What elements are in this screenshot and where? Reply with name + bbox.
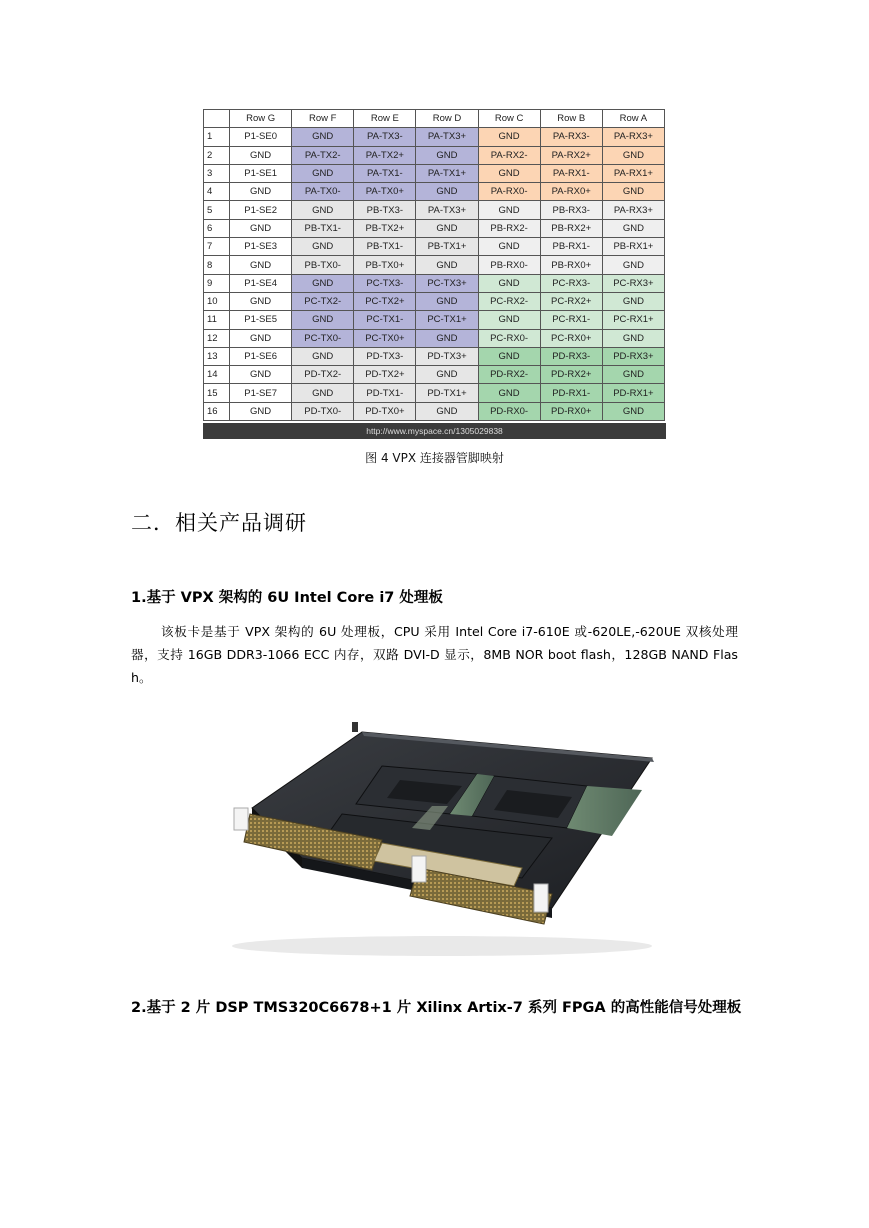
table-cell: P1-SE5: [230, 311, 292, 329]
watermark-text: http://www.myspace.cn/1305029838: [366, 426, 503, 437]
table-cell: P1-SE1: [230, 164, 292, 182]
table-row: [204, 311, 665, 329]
section-heading: 二．相关产品调研: [131, 511, 307, 535]
table-cell: PD-RX2-: [478, 366, 540, 384]
table-cell: GND: [478, 164, 540, 182]
column-header: Row D: [416, 110, 478, 128]
table-cell: GND: [292, 128, 354, 146]
table-cell: PD-TX2+: [354, 366, 416, 384]
table-row: [204, 329, 665, 347]
table-cell: GND: [416, 402, 478, 420]
table-row: [204, 347, 665, 365]
vpx-board-photo: [222, 718, 660, 958]
table-cell: PA-TX1-: [354, 164, 416, 182]
table-cell: PB-RX0+: [540, 256, 602, 274]
table-cell: P1-SE4: [230, 274, 292, 292]
table-cell: GND: [230, 219, 292, 237]
table-cell: P1-SE0: [230, 128, 292, 146]
table-cell: PD-TX0-: [292, 402, 354, 420]
table-cell: PC-TX0+: [354, 329, 416, 347]
table-cell: PD-RX0-: [478, 402, 540, 420]
table-cell: PA-RX1-: [540, 164, 602, 182]
figure-caption: 图 4 VPX 连接器管脚映射: [365, 451, 504, 465]
pin-number-cell: 4: [204, 183, 230, 201]
table-cell: PD-TX0+: [354, 402, 416, 420]
table-cell: GND: [478, 128, 540, 146]
table-cell: GND: [292, 238, 354, 256]
table-cell: PC-TX2+: [354, 292, 416, 310]
table-cell: GND: [292, 164, 354, 182]
table-cell: PC-TX3-: [354, 274, 416, 292]
table-cell: PA-TX3+: [416, 201, 478, 219]
table-cell: PC-TX1-: [354, 311, 416, 329]
pin-number-cell: 5: [204, 201, 230, 219]
table-cell: PC-TX0-: [292, 329, 354, 347]
table-cell: PB-TX1-: [354, 238, 416, 256]
table-row: [204, 292, 665, 310]
product-1-description: 该板卡是基于 VPX 架构的 6U 处理板，CPU 采用 Intel Core i7-610E 或-620LE,-620UE 双核处理器，支持 16GB DDR3-1066 ECC 内存，双路 DVI-D 显示，8MB NOR boot flash，128GB NAND Flash。: [131, 624, 738, 685]
table-cell: PB-RX2-: [478, 219, 540, 237]
table-row: [204, 183, 665, 201]
pin-map-header-row: [204, 110, 665, 128]
table-cell: GND: [416, 329, 478, 347]
column-header: Row G: [230, 110, 292, 128]
watermark-bar: [203, 423, 666, 439]
table-cell: GND: [602, 183, 664, 201]
table-cell: GND: [416, 183, 478, 201]
table-cell: GND: [292, 347, 354, 365]
pin-number-cell: 1: [204, 128, 230, 146]
table-cell: GND: [478, 311, 540, 329]
column-header: Row B: [540, 110, 602, 128]
table-cell: GND: [292, 274, 354, 292]
table-cell: PC-RX3+: [602, 274, 664, 292]
table-cell: PB-TX0+: [354, 256, 416, 274]
table-cell: GND: [416, 146, 478, 164]
product-1-heading: 1.基于 VPX 架构的 6U Intel Core i7 处理板: [131, 590, 443, 606]
table-cell: PA-RX2-: [478, 146, 540, 164]
column-header: Row C: [478, 110, 540, 128]
table-row: [204, 274, 665, 292]
table-cell: PC-RX1-: [540, 311, 602, 329]
table-cell: PA-TX0+: [354, 183, 416, 201]
table-cell: PA-TX1+: [416, 164, 478, 182]
table-row: [204, 164, 665, 182]
table-cell: PC-RX2+: [540, 292, 602, 310]
pin-map-table: [203, 109, 665, 421]
table-cell: PB-RX1-: [540, 238, 602, 256]
table-cell: PC-RX0-: [478, 329, 540, 347]
table-cell: PD-TX1+: [416, 384, 478, 402]
table-cell: PB-TX2+: [354, 219, 416, 237]
pin-number-cell: 11: [204, 311, 230, 329]
column-header: Row E: [354, 110, 416, 128]
table-cell: PC-TX3+: [416, 274, 478, 292]
table-cell: PA-TX3-: [354, 128, 416, 146]
table-cell: PA-TX0-: [292, 183, 354, 201]
table-cell: GND: [478, 238, 540, 256]
table-cell: PC-RX2-: [478, 292, 540, 310]
pin-number-cell: 8: [204, 256, 230, 274]
pin-number-cell: 3: [204, 164, 230, 182]
table-cell: PA-RX0-: [478, 183, 540, 201]
table-cell: PD-RX0+: [540, 402, 602, 420]
table-cell: PB-TX3-: [354, 201, 416, 219]
table-row: [204, 366, 665, 384]
table-cell: PB-RX1+: [602, 238, 664, 256]
table-cell: P1-SE7: [230, 384, 292, 402]
table-cell: GND: [602, 402, 664, 420]
column-header: Row F: [292, 110, 354, 128]
table-cell: PC-RX3-: [540, 274, 602, 292]
pin-number-cell: 13: [204, 347, 230, 365]
table-cell: PA-RX3-: [540, 128, 602, 146]
table-cell: PA-TX3+: [416, 128, 478, 146]
table-cell: GND: [292, 201, 354, 219]
table-cell: GND: [292, 384, 354, 402]
table-cell: PB-TX1-: [292, 219, 354, 237]
table-cell: PD-RX2+: [540, 366, 602, 384]
pin-number-header: [204, 110, 230, 128]
table-row: [204, 256, 665, 274]
table-cell: PB-RX3-: [540, 201, 602, 219]
pin-number-cell: 14: [204, 366, 230, 384]
table-cell: GND: [478, 347, 540, 365]
table-cell: GND: [602, 146, 664, 164]
table-cell: GND: [230, 366, 292, 384]
pin-number-cell: 7: [204, 238, 230, 256]
pin-number-cell: 10: [204, 292, 230, 310]
table-cell: PB-TX1+: [416, 238, 478, 256]
table-cell: GND: [602, 366, 664, 384]
table-cell: GND: [230, 146, 292, 164]
table-cell: P1-SE6: [230, 347, 292, 365]
table-cell: PB-TX0-: [292, 256, 354, 274]
column-header: Row A: [602, 110, 664, 128]
table-cell: PD-TX1-: [354, 384, 416, 402]
table-cell: GND: [478, 201, 540, 219]
table-cell: PB-RX0-: [478, 256, 540, 274]
table-cell: GND: [230, 402, 292, 420]
table-cell: GND: [230, 292, 292, 310]
table-cell: PA-RX1+: [602, 164, 664, 182]
table-cell: GND: [602, 219, 664, 237]
pin-number-cell: 9: [204, 274, 230, 292]
table-cell: GND: [230, 256, 292, 274]
table-cell: GND: [416, 292, 478, 310]
table-cell: GND: [230, 183, 292, 201]
table-cell: GND: [602, 329, 664, 347]
table-cell: PA-TX2+: [354, 146, 416, 164]
pin-number-cell: 2: [204, 146, 230, 164]
table-cell: GND: [230, 329, 292, 347]
table-cell: PA-TX2-: [292, 146, 354, 164]
table-cell: PD-RX1+: [602, 384, 664, 402]
table-cell: P1-SE2: [230, 201, 292, 219]
table-cell: PA-RX2+: [540, 146, 602, 164]
table-row: [204, 402, 665, 420]
pin-map-figure: [203, 109, 666, 439]
table-cell: PB-RX2+: [540, 219, 602, 237]
table-cell: GND: [292, 311, 354, 329]
table-cell: PC-RX0+: [540, 329, 602, 347]
table-cell: PC-TX2-: [292, 292, 354, 310]
table-cell: PD-RX3+: [602, 347, 664, 365]
table-cell: PD-RX3-: [540, 347, 602, 365]
table-cell: GND: [602, 292, 664, 310]
table-cell: PA-RX0+: [540, 183, 602, 201]
table-row: [204, 146, 665, 164]
pin-number-cell: 16: [204, 402, 230, 420]
table-cell: PC-TX1+: [416, 311, 478, 329]
table-cell: GND: [416, 366, 478, 384]
table-cell: PA-RX3+: [602, 128, 664, 146]
table-cell: PD-TX3+: [416, 347, 478, 365]
table-row: [204, 219, 665, 237]
table-cell: PC-RX1+: [602, 311, 664, 329]
table-row: [204, 201, 665, 219]
table-cell: GND: [478, 384, 540, 402]
table-row: [204, 384, 665, 402]
table-cell: GND: [416, 256, 478, 274]
table-row: [204, 238, 665, 256]
pin-number-cell: 15: [204, 384, 230, 402]
table-cell: GND: [416, 219, 478, 237]
table-row: [204, 128, 665, 146]
table-cell: GND: [478, 274, 540, 292]
table-cell: PD-TX2-: [292, 366, 354, 384]
table-cell: GND: [602, 256, 664, 274]
table-cell: PD-TX3-: [354, 347, 416, 365]
pin-number-cell: 6: [204, 219, 230, 237]
table-cell: PA-RX3+: [602, 201, 664, 219]
product-2-heading: 2.基于 2 片 DSP TMS320C6678+1 片 Xilinx Artix-7 系列 FPGA 的高性能信号处理板: [131, 1000, 742, 1016]
table-cell: P1-SE3: [230, 238, 292, 256]
pin-number-cell: 12: [204, 329, 230, 347]
table-cell: PD-RX1-: [540, 384, 602, 402]
